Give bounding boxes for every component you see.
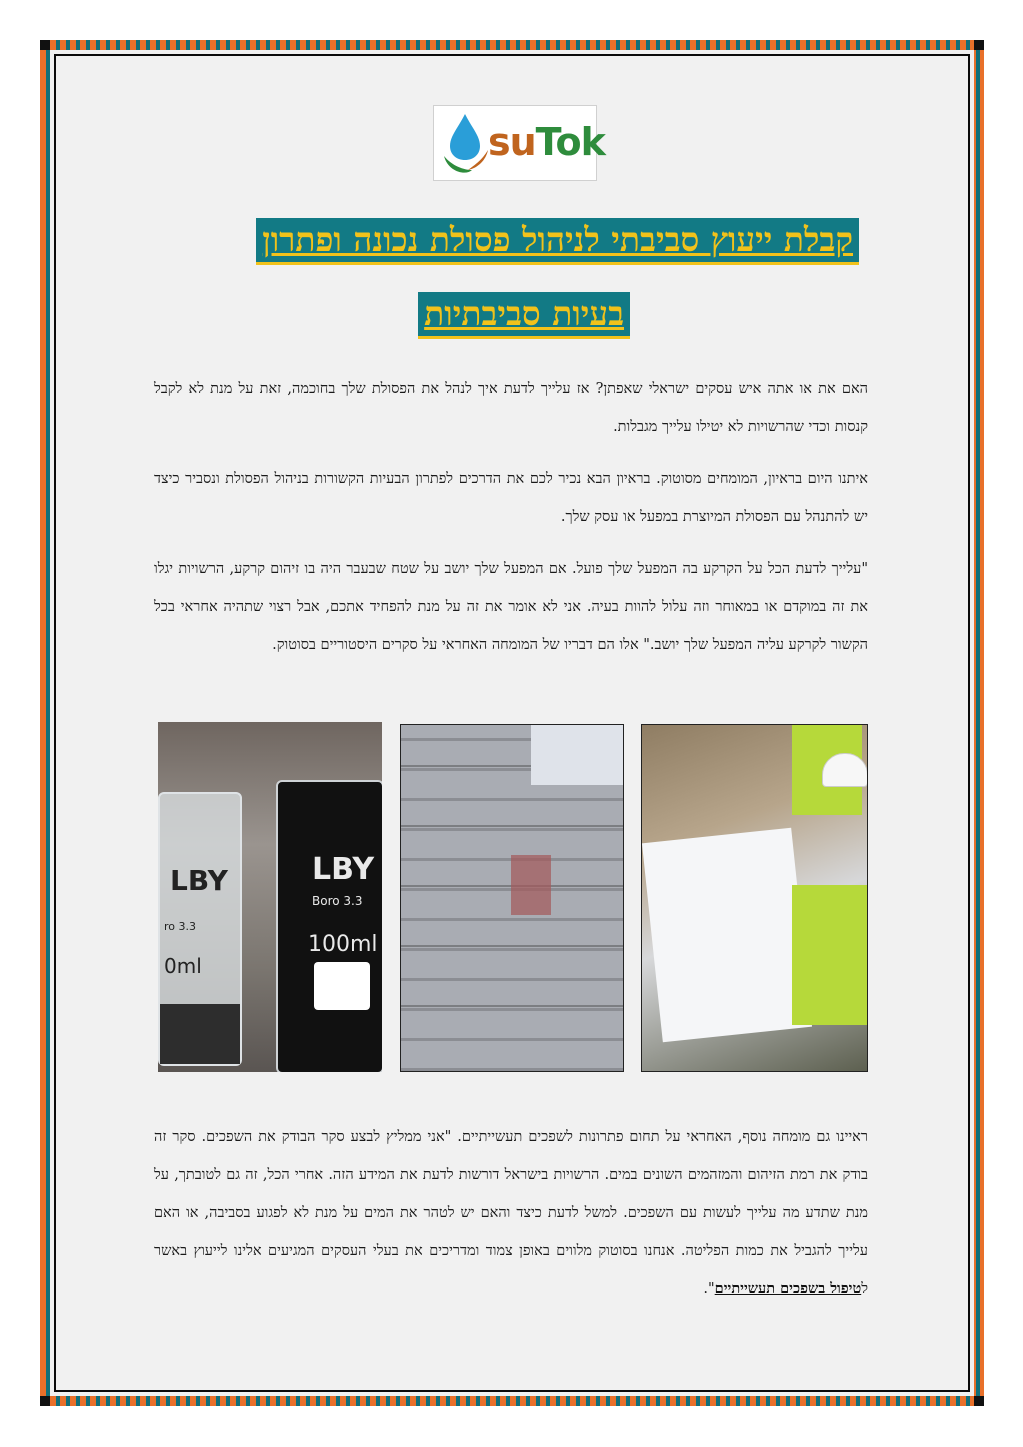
document-page	[40, 40, 984, 1406]
beaker-brand-label: LBY	[312, 852, 375, 887]
logo-wordmark: suTok	[488, 120, 605, 164]
photo-containers	[400, 724, 624, 1072]
paragraph-text: ".	[703, 1281, 715, 1297]
beaker-volume-label: 100ml	[308, 932, 378, 957]
photo-engineers	[641, 724, 868, 1072]
wastewater-treatment-link[interactable]: טיפול בשפכים תעשייתיים	[714, 1280, 862, 1297]
corner-ornament	[40, 1396, 50, 1406]
beaker-glass-label: Boro 3.3	[312, 894, 363, 908]
sutok-logo	[433, 105, 605, 181]
photo-beakers	[158, 722, 382, 1072]
paragraph-wastewater-expert	[154, 1118, 868, 1308]
beaker-right	[276, 780, 382, 1072]
paragraph-soil-expert: "עלייך לדעת הכל על הקרקע בה המפעל שלך פועל. אם המפעל שלך יושב על שטח שבעבר היה בו זיהום קרקע, הרשויות יגלו את זה במוקדם או במאוחר וזה עלול להוות בעיה. אני לא אומר את זה על מנת להפחיד אתכם, אבל רצוי שתהיה אחראי בכל הקשור לקרקע עליה המפעל שלך יושב." אלו הם דבריו של המומחה האחראי על סקרים היסטוריים בסוטוק.	[154, 561, 868, 653]
paragraph-interview: איתנו היום בראיון, המומחים מסוטוק. בראיון הבא נכיר לכם את הדרכים לפתרון הבעיות הקשורות בניהול הפסולת ונסביר כיצד יש להתנהל עם הפסולת המיוצרת במפעל או עסק שלך.	[154, 471, 868, 525]
page-title-line-2: בעיות סביבתיות	[418, 292, 630, 339]
water-drop-leaf-icon	[438, 110, 492, 180]
sediment	[160, 1004, 240, 1064]
beaker-volume-label: 0ml	[164, 954, 202, 978]
hard-hat-icon	[822, 753, 868, 787]
paragraph-text: ראיינו גם מומחה נוסף, האחראי על תחום פתרונות לשפכים תעשייתיים. "אני ממליץ לבצע סקר הבודק את השפכים. סקר זה בודק את רמת הזיהום והמזהמים השונים במים. הרשויות בישראל דורשות לדעת את המידע הזה. אחרי הכל, זה גם לטובתך, על מנת שתדע מה עלייך לעשות עם השפכים. למשל לדעת כיצד והאם יש לטהר את המים על מנת לא לפגוע בסביבה, או האם עלייך להגביל את כמות הפליטה. אנחנו בסוטוק מלווים באופן צמוד ומדריכים את בעלי העסקים המגיעים אלינו לייעוץ באשר ל	[154, 1129, 868, 1297]
beaker-brand-label: LBY	[170, 864, 228, 897]
blueprint-sheet	[642, 828, 812, 1043]
safety-vest	[792, 885, 867, 1025]
corner-ornament	[40, 40, 50, 50]
paragraph-intro: האם את או אתה איש עסקים ישראלי שאפתן? אז עלייך לדעת איך לנהל את הפסולת שלך בחוכמה, זאת על מנת לא לקבל קנסות וכדי שהרשויות לא יטילו עלייך מגבלות.	[154, 381, 868, 435]
corner-ornament	[974, 40, 984, 50]
beaker-left	[158, 792, 242, 1066]
container-row	[401, 1005, 623, 1007]
container-row	[401, 825, 623, 827]
sky-area	[531, 725, 624, 785]
red-container	[511, 855, 551, 915]
container-row	[401, 945, 623, 947]
page-title-line-1: קבלת ייעוץ סביבתי לניהול פסולת נכונה ופתרון	[256, 218, 859, 265]
beaker-glass-label: ro 3.3	[164, 920, 197, 933]
corner-ornament	[974, 1396, 984, 1406]
beaker-white-tag	[314, 962, 370, 1010]
